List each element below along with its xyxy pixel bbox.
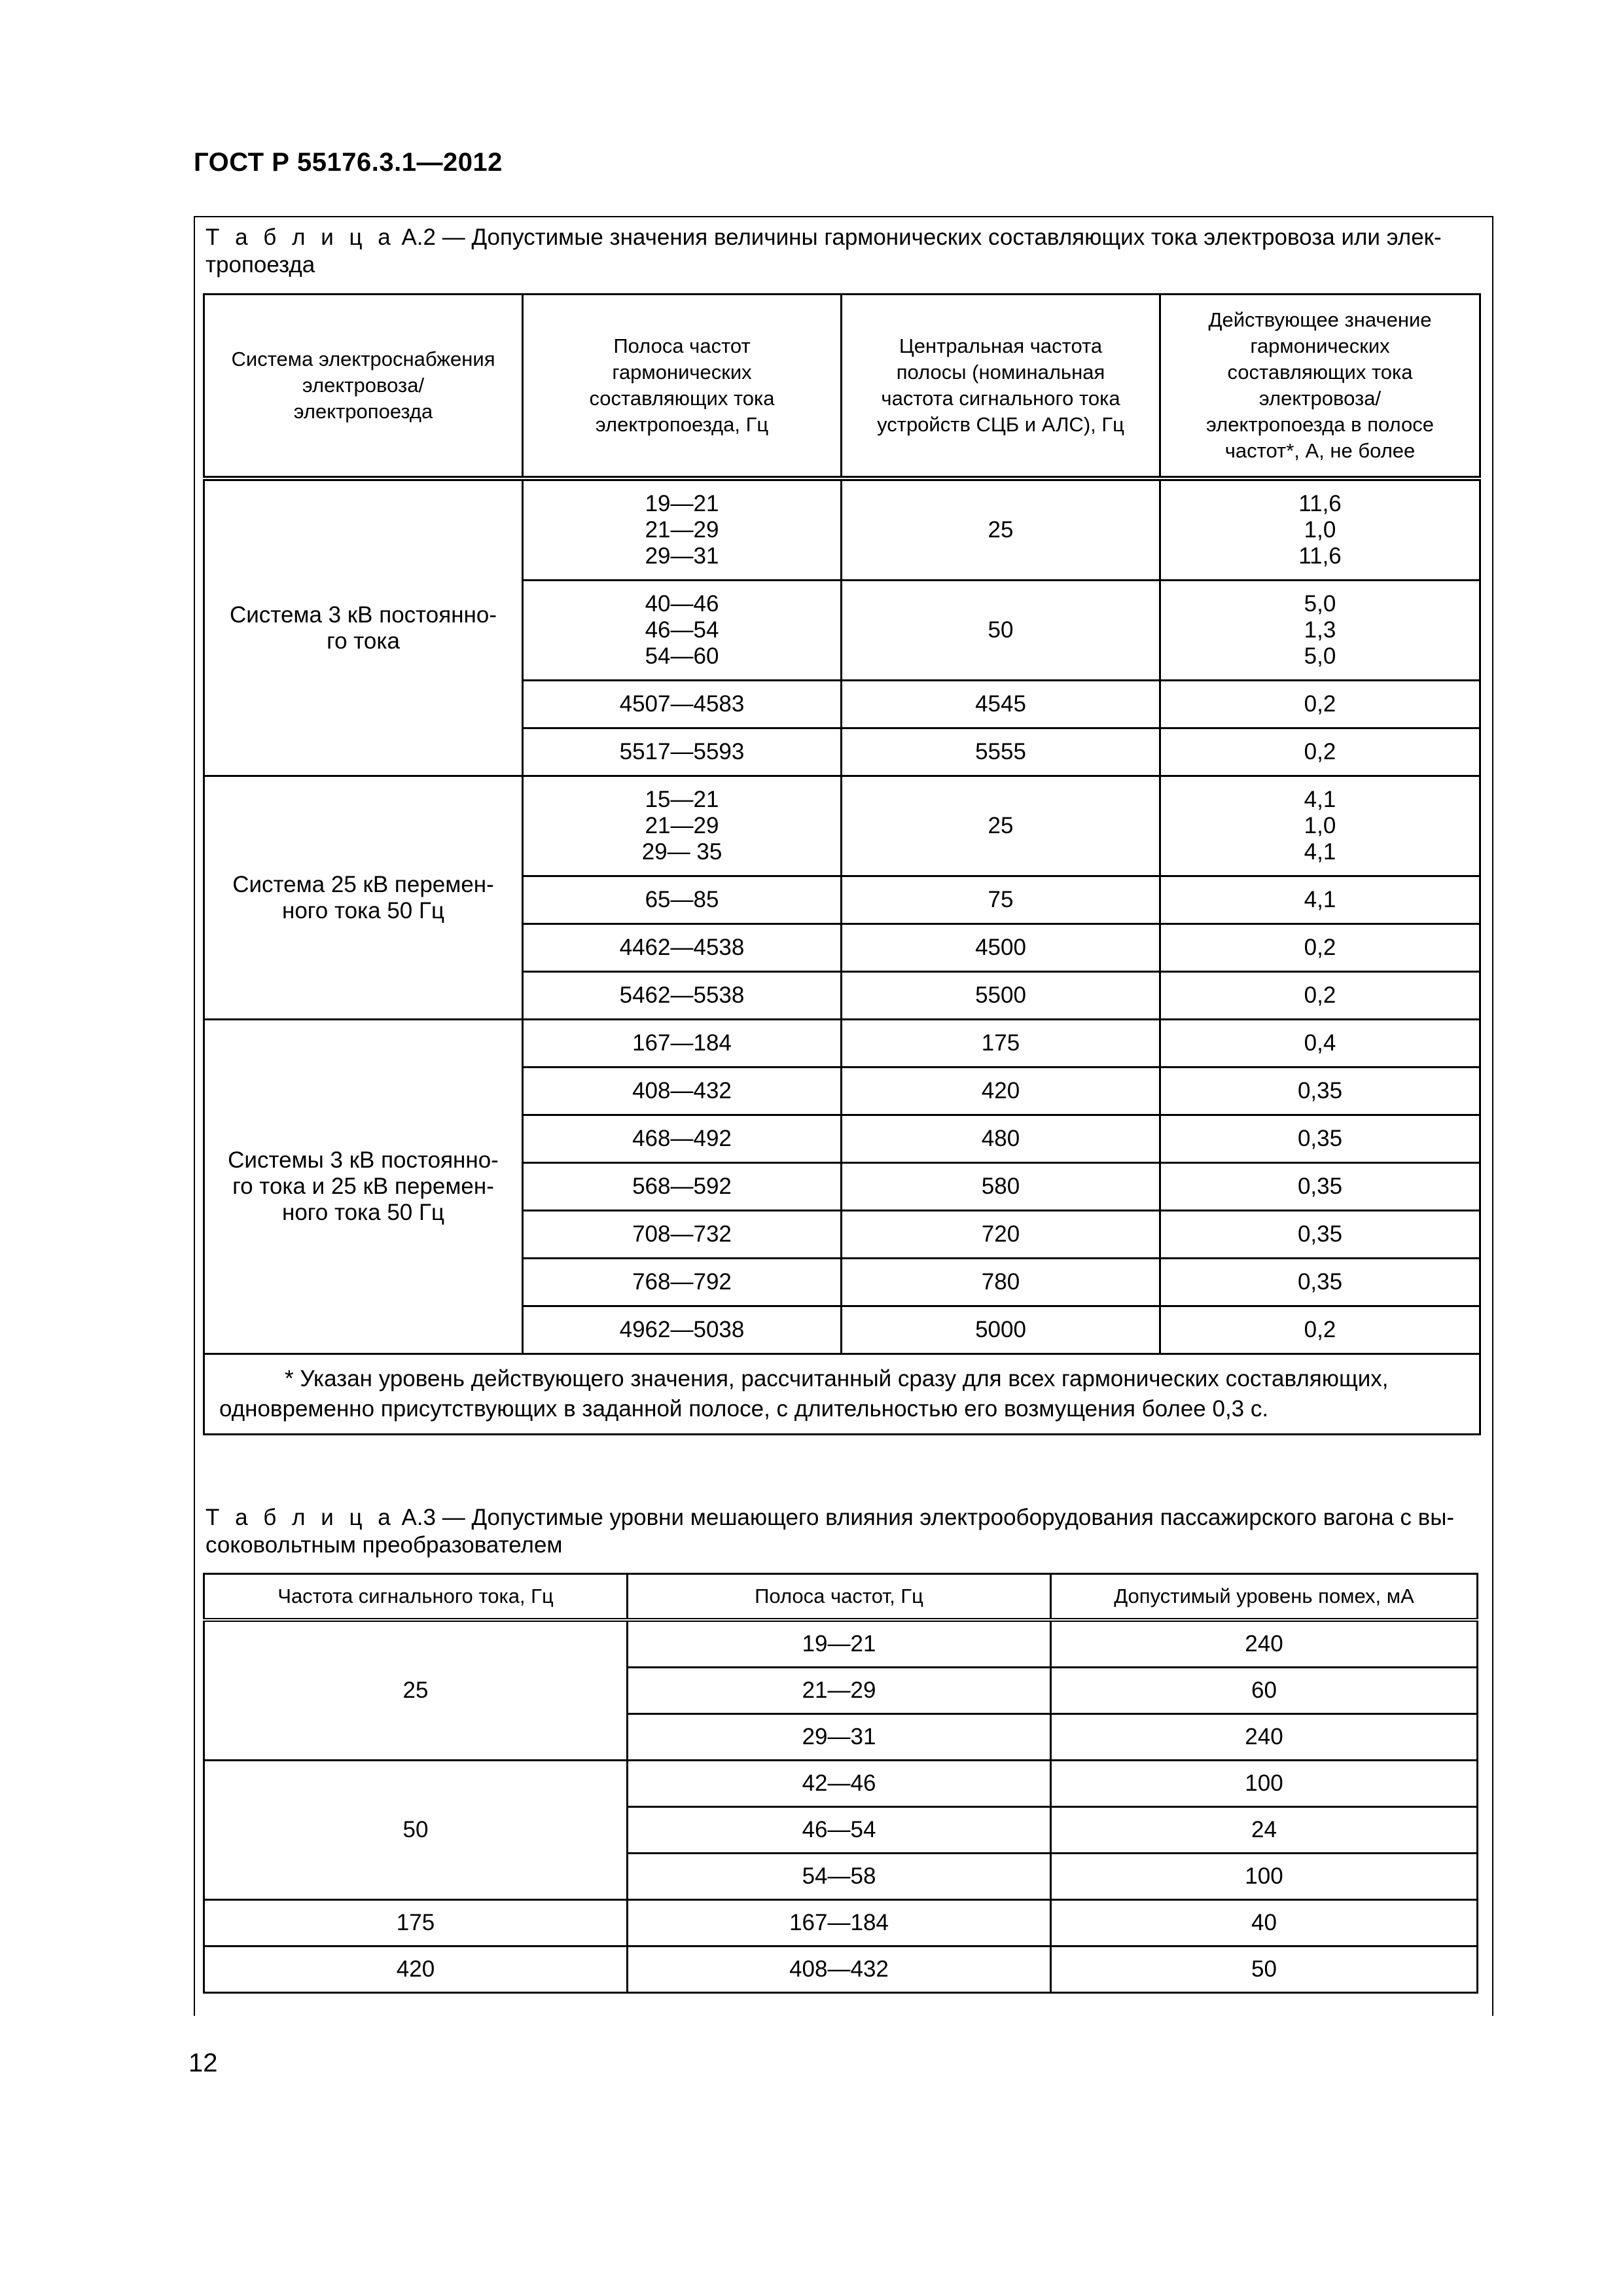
value-cell-line: 1,0 — [1304, 517, 1336, 543]
center-frequency-cell: 25 — [842, 776, 1160, 876]
value-cell — [1160, 1020, 1480, 1067]
band-cell: 42—46 — [628, 1761, 1051, 1807]
caption-line-1: А.3 — Допустимые уровни мешающего влияния электрооборудования пассажирского вагона с вы- — [395, 1505, 1455, 1530]
interference-level-cell: 240 — [1051, 1620, 1478, 1668]
band-cell-line: 4962—5038 — [619, 1317, 745, 1342]
header-cell-line: частот*, А, не более — [1224, 439, 1416, 462]
header-cell — [1160, 295, 1480, 479]
header-cell: Допустимый уровень помех, мА — [1051, 1574, 1478, 1621]
band-cell-line: 21—29 — [645, 517, 719, 543]
signal-frequency-cell: 175 — [204, 1900, 628, 1946]
value-cell-line: 0,2 — [1304, 1317, 1336, 1342]
interference-level-cell: 240 — [1051, 1714, 1478, 1761]
value-cell — [1160, 1259, 1480, 1306]
interference-level-cell: 40 — [1051, 1900, 1478, 1946]
value-cell — [1160, 1067, 1480, 1115]
signal-frequency-cell: 25 — [204, 1620, 628, 1761]
table-row — [204, 1761, 1478, 1807]
band-cell-line: 708—732 — [632, 1221, 732, 1247]
table-a2 — [203, 293, 1481, 1435]
header-cell-line: составляющих тока — [1227, 361, 1413, 384]
center-frequency-cell: 5555 — [842, 728, 1160, 776]
band-cell — [523, 1306, 842, 1354]
band-cell — [523, 1211, 842, 1259]
header-cell — [523, 295, 842, 479]
band-cell-line: 5462—5538 — [619, 982, 745, 1008]
value-cell-line: 0,4 — [1304, 1030, 1336, 1056]
band-cell-line: 29—31 — [645, 543, 719, 569]
page-number: 12 — [188, 2049, 218, 2077]
table-header-row — [204, 1574, 1478, 1621]
table-a3-caption — [205, 1504, 1482, 1559]
system-cell — [204, 478, 523, 776]
band-cell: 54—58 — [628, 1854, 1051, 1900]
value-cell-line: 0,35 — [1297, 1126, 1343, 1151]
header-cell: Частота сигнального тока, Гц — [204, 1574, 628, 1621]
center-frequency-cell: 4545 — [842, 681, 1160, 728]
band-cell-line: 4507—4583 — [619, 691, 745, 717]
header-cell-line: электропоезда в полосе — [1206, 413, 1434, 436]
footnote-row — [204, 1354, 1480, 1435]
system-cell-line: Система 3 кВ постоянно- — [229, 601, 497, 628]
table-a3 — [203, 1573, 1478, 1994]
band-cell-line: 21—29 — [645, 813, 719, 838]
value-cell-line: 0,35 — [1297, 1078, 1343, 1103]
header-cell — [204, 295, 523, 479]
band-cell — [523, 972, 842, 1020]
table-header-row — [204, 295, 1480, 479]
header-cell-line: частота сигнального тока — [881, 387, 1120, 410]
header-cell-line: электропоезда — [293, 400, 433, 423]
table-row — [204, 1946, 1478, 1993]
band-cell: 408—432 — [628, 1946, 1051, 1993]
footnote-line: одновременно присутствующих в заданной полосе, с длительностью его возмущения более 0,3 с. — [219, 1396, 1269, 1422]
system-cell-line: Системы 3 кВ постоянно- — [228, 1147, 499, 1173]
header-cell-line: составляющих тока — [589, 387, 775, 410]
interference-level-cell: 60 — [1051, 1668, 1478, 1714]
band-cell — [523, 728, 842, 776]
center-frequency-cell: 175 — [842, 1020, 1160, 1067]
band-cell-line: 468—492 — [632, 1126, 732, 1151]
system-cell-line: го тока — [327, 628, 400, 654]
value-cell — [1160, 1115, 1480, 1163]
value-cell-line: 0,2 — [1304, 691, 1336, 717]
band-cell-line: 5517—5593 — [619, 739, 745, 764]
value-cell-line: 4,1 — [1304, 787, 1336, 812]
caption-line-2: соковольтным преобразователем — [205, 1532, 563, 1558]
header-cell — [842, 295, 1160, 479]
footnote-cell — [204, 1354, 1480, 1435]
system-cell-line: ного тока 50 Гц — [281, 1200, 444, 1225]
center-frequency-cell: 420 — [842, 1067, 1160, 1115]
value-cell — [1160, 478, 1480, 581]
value-cell-line: 5,0 — [1304, 591, 1336, 617]
header-cell-line: полосы (номинальная — [896, 361, 1105, 384]
band-cell-line: 40—46 — [645, 591, 719, 617]
band-cell: 21—29 — [628, 1668, 1051, 1714]
band-cell — [523, 776, 842, 876]
caption-line-1: А.2 — Допустимые значения величины гармонических составляющих тока электровоза или элек- — [395, 224, 1442, 250]
band-cell-line: 15—21 — [645, 787, 719, 812]
band-cell — [523, 924, 842, 972]
value-cell-line: 0,35 — [1297, 1174, 1343, 1199]
header-cell-line: электровоза/ — [302, 374, 425, 397]
band-cell-line: 167—184 — [632, 1030, 732, 1056]
band-cell — [523, 681, 842, 728]
value-cell — [1160, 876, 1480, 924]
value-cell-line: 0,35 — [1297, 1269, 1343, 1295]
header-cell-line: Полоса частот — [613, 334, 751, 357]
header-cell-line: Система электроснабжения — [231, 348, 495, 370]
band-cell-line: 19—21 — [645, 491, 719, 516]
caption-line-2: тропоезда — [205, 252, 315, 278]
system-cell — [204, 1020, 523, 1354]
header-cell-line: Центральная частота — [899, 334, 1103, 357]
value-cell — [1160, 728, 1480, 776]
band-cell-line: 46—54 — [645, 617, 719, 643]
table-a2-caption — [205, 224, 1482, 279]
value-cell — [1160, 1211, 1480, 1259]
value-cell-line: 5,0 — [1304, 643, 1336, 669]
band-cell-line: 568—592 — [632, 1174, 732, 1199]
band-cell — [523, 1067, 842, 1115]
center-frequency-cell: 580 — [842, 1163, 1160, 1211]
value-cell — [1160, 776, 1480, 876]
document-code: ГОСТ Р 55176.3.1—2012 — [194, 148, 503, 177]
band-cell: 46—54 — [628, 1807, 1051, 1854]
band-cell-line: 408—432 — [632, 1078, 732, 1103]
caption-prefix: Т а б л и ц а — [205, 1505, 395, 1530]
band-cell — [523, 1020, 842, 1067]
header-cell-line: гармонических — [1250, 334, 1390, 357]
interference-level-cell: 50 — [1051, 1946, 1478, 1993]
value-cell — [1160, 924, 1480, 972]
table-row — [204, 1620, 1478, 1668]
system-cell-line: Система 25 кВ перемен- — [232, 871, 494, 897]
center-frequency-cell: 720 — [842, 1211, 1160, 1259]
header-cell-line: электровоза/ — [1258, 387, 1382, 410]
value-cell — [1160, 1163, 1480, 1211]
header-cell-line: Действующее значение — [1208, 308, 1432, 331]
band-cell-line: 65—85 — [645, 887, 719, 912]
footnote-line: * Указан уровень действующего значения, рассчитанный сразу для всех гармонических составляющих, — [285, 1366, 1389, 1391]
interference-level-cell: 24 — [1051, 1807, 1478, 1854]
band-cell — [523, 478, 842, 581]
center-frequency-cell: 480 — [842, 1115, 1160, 1163]
header-cell-line: электропоезда, Гц — [595, 413, 769, 436]
band-cell: 19—21 — [628, 1620, 1051, 1668]
value-cell-line: 11,6 — [1298, 491, 1342, 516]
value-cell-line: 0,2 — [1304, 739, 1336, 764]
band-cell-line: 4462—4538 — [619, 935, 745, 960]
band-cell-line: 29— 35 — [641, 839, 722, 865]
band-cell — [523, 1115, 842, 1163]
band-cell: 29—31 — [628, 1714, 1051, 1761]
system-cell-line: го тока и 25 кВ перемен- — [232, 1174, 494, 1199]
value-cell-line: 0,2 — [1304, 935, 1336, 960]
band-cell — [523, 581, 842, 681]
signal-frequency-cell: 420 — [204, 1946, 628, 1993]
value-cell — [1160, 581, 1480, 681]
system-cell — [204, 776, 523, 1020]
table-row — [204, 776, 1480, 876]
center-frequency-cell: 25 — [842, 478, 1160, 581]
value-cell-line: 1,3 — [1304, 617, 1336, 643]
header-cell: Полоса частот, Гц — [628, 1574, 1051, 1621]
value-cell-line: 11,6 — [1298, 543, 1342, 569]
center-frequency-cell: 5000 — [842, 1306, 1160, 1354]
value-cell — [1160, 681, 1480, 728]
value-cell-line: 0,2 — [1304, 982, 1336, 1008]
header-cell-line: устройств СЦБ и АЛС), Гц — [877, 413, 1124, 436]
table-row — [204, 478, 1480, 581]
center-frequency-cell: 75 — [842, 876, 1160, 924]
value-cell-line: 0,35 — [1297, 1221, 1343, 1247]
center-frequency-cell: 780 — [842, 1259, 1160, 1306]
band-cell — [523, 876, 842, 924]
value-cell-line: 4,1 — [1304, 839, 1336, 865]
interference-level-cell: 100 — [1051, 1854, 1478, 1900]
header-cell-line: гармонических — [612, 361, 752, 384]
signal-frequency-cell: 50 — [204, 1761, 628, 1900]
table-row — [204, 1020, 1480, 1067]
table-row — [204, 1900, 1478, 1946]
value-cell-line: 4,1 — [1304, 887, 1336, 912]
band-cell-line: 54—60 — [645, 643, 719, 669]
band-cell — [523, 1163, 842, 1211]
value-cell-line: 1,0 — [1304, 813, 1336, 838]
band-cell — [523, 1259, 842, 1306]
band-cell-line: 768—792 — [632, 1269, 732, 1295]
center-frequency-cell: 50 — [842, 581, 1160, 681]
value-cell — [1160, 1306, 1480, 1354]
center-frequency-cell: 4500 — [842, 924, 1160, 972]
interference-level-cell: 100 — [1051, 1761, 1478, 1807]
center-frequency-cell: 5500 — [842, 972, 1160, 1020]
band-cell: 167—184 — [628, 1900, 1051, 1946]
value-cell — [1160, 972, 1480, 1020]
caption-prefix: Т а б л и ц а — [205, 224, 395, 250]
system-cell-line: ного тока 50 Гц — [281, 897, 444, 924]
